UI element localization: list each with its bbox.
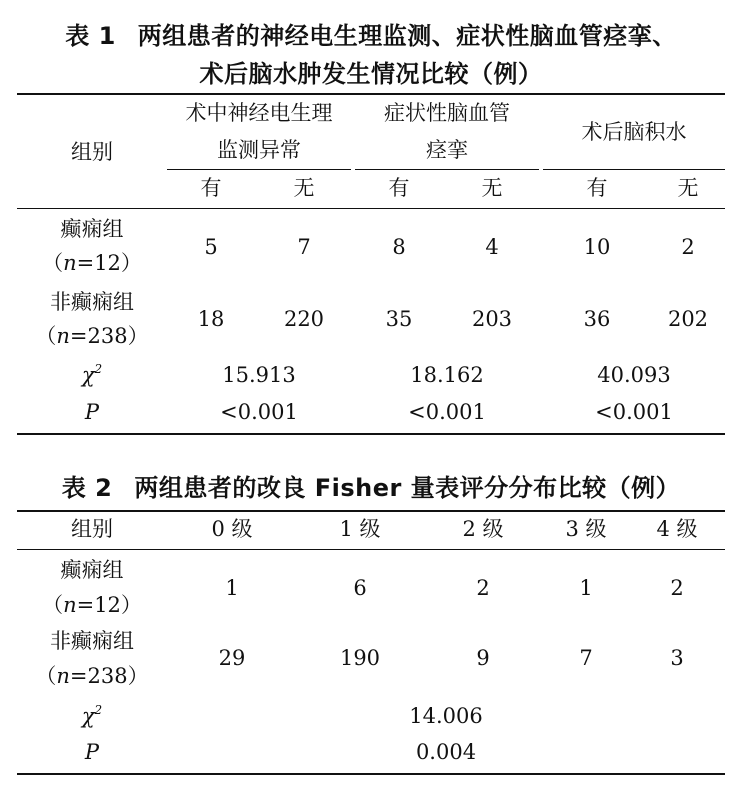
table1-chi-2: 18.162 — [410, 363, 484, 387]
table1-title-line1: 两组患者的神经电生理监测、症状性脑血管痉挛、 — [137, 22, 677, 50]
table2-row1-v3: 1 — [579, 576, 593, 600]
table2-grade-1: 1 级 — [339, 517, 381, 541]
table2-header-rule — [17, 549, 725, 550]
table1-chi-1: 15.913 — [222, 363, 296, 387]
table1-row1-n: （n=12） — [42, 251, 142, 275]
table1-row1-v4: 4 — [485, 235, 499, 259]
table2-row2-v2: 9 — [476, 646, 490, 670]
table1-row1-v6: 2 — [681, 235, 695, 259]
table1-row2-v5: 36 — [583, 307, 611, 331]
table2-row2-v4: 3 — [670, 646, 684, 670]
table1-row2-v2: 220 — [283, 307, 325, 331]
table1-group-header: 组别 — [71, 140, 113, 164]
table1-row2-v1: 18 — [197, 307, 225, 331]
table1-row2-v4: 203 — [471, 307, 513, 331]
table1-sub-no-2: 无 — [481, 176, 503, 200]
table2-group-header: 组别 — [71, 517, 113, 541]
table1-row2-n: （n=238） — [35, 324, 149, 348]
table1-colgroup-1-line2: 监测异常 — [217, 138, 301, 162]
table1-colgroup-2-line2: 痉挛 — [426, 138, 468, 162]
table1-chi-label: $\chi^2$ — [81, 362, 103, 387]
table2-row1-v1: 6 — [353, 576, 367, 600]
table1-colgroup-1-line1: 术中神经电生理 — [185, 101, 333, 125]
table1-colgroup-1-rule — [167, 169, 351, 170]
table2-row2-n: （n=238） — [35, 664, 149, 688]
table1-colgroup-2-rule — [355, 169, 539, 170]
table1-header-rule — [17, 208, 725, 209]
table1-row1-v5: 10 — [583, 235, 611, 259]
table2-bottom-rule — [17, 773, 725, 775]
table2-number: 表 2 — [61, 474, 113, 502]
table1-colgroup-2-line1: 症状性脑血管 — [384, 101, 510, 125]
table2-p-value: 0.004 — [415, 740, 477, 764]
table2-grade-2: 2 级 — [462, 517, 504, 541]
table1-title-line2: 术后脑水肿发生情况比较（例） — [199, 60, 543, 88]
table2-title-text: 两组患者的改良 Fisher 量表评分分布比较（例） — [134, 474, 681, 502]
table1-colgroup-3-line1: 术后脑积水 — [581, 120, 687, 144]
table2-row2-v0: 29 — [218, 646, 246, 670]
table1-p-3: <0.001 — [595, 400, 673, 424]
table2-row2-name: 非癫痫组 — [50, 629, 134, 653]
table1-row1-v3: 8 — [392, 235, 406, 259]
table1-p-2: <0.001 — [408, 400, 486, 424]
table1-sub-no-3: 无 — [677, 176, 699, 200]
table2-row2-v1: 190 — [339, 646, 381, 670]
table1-sub-yes-1: 有 — [200, 176, 222, 200]
table2-row1-v2: 2 — [476, 576, 490, 600]
table1-sub-yes-2: 有 — [388, 176, 410, 200]
table2-chi-label: $\chi^2$ — [81, 703, 103, 728]
table1-row1-v2: 7 — [297, 235, 311, 259]
table1-sub-yes-3: 有 — [586, 176, 608, 200]
table2-row1-name: 癫痫组 — [60, 558, 124, 582]
table1-row2-name: 非癫痫组 — [50, 290, 134, 314]
table1-p-1: <0.001 — [220, 400, 298, 424]
table1-row1-v1: 5 — [204, 235, 218, 259]
table1-p-label: P — [84, 400, 100, 424]
table2-row2-v3: 7 — [579, 646, 593, 670]
table2-grade-0: 0 级 — [211, 517, 253, 541]
table2-grade-3: 3 级 — [565, 517, 607, 541]
table1-colgroup-3-rule — [543, 169, 725, 170]
table1-row2-v3: 35 — [385, 307, 413, 331]
table1-title — [0, 20, 742, 52]
table2-chi-value: 14.006 — [409, 704, 483, 728]
table2-title — [0, 472, 742, 504]
table1-row2-v6: 202 — [667, 307, 709, 331]
table1-top-rule — [17, 93, 725, 95]
table1-number: 表 1 — [65, 22, 116, 50]
table1-sub-no-1: 无 — [293, 176, 315, 200]
table2-row1-v0: 1 — [225, 576, 239, 600]
table2-grade-4: 4 级 — [656, 517, 698, 541]
table2-row1-v4: 2 — [670, 576, 684, 600]
table2-row1-n: （n=12） — [42, 593, 142, 617]
table1-bottom-rule — [17, 433, 725, 435]
table2-p-label: P — [84, 740, 100, 764]
table1-row1-name: 癫痫组 — [60, 217, 124, 241]
table1-chi-3: 40.093 — [597, 363, 671, 387]
